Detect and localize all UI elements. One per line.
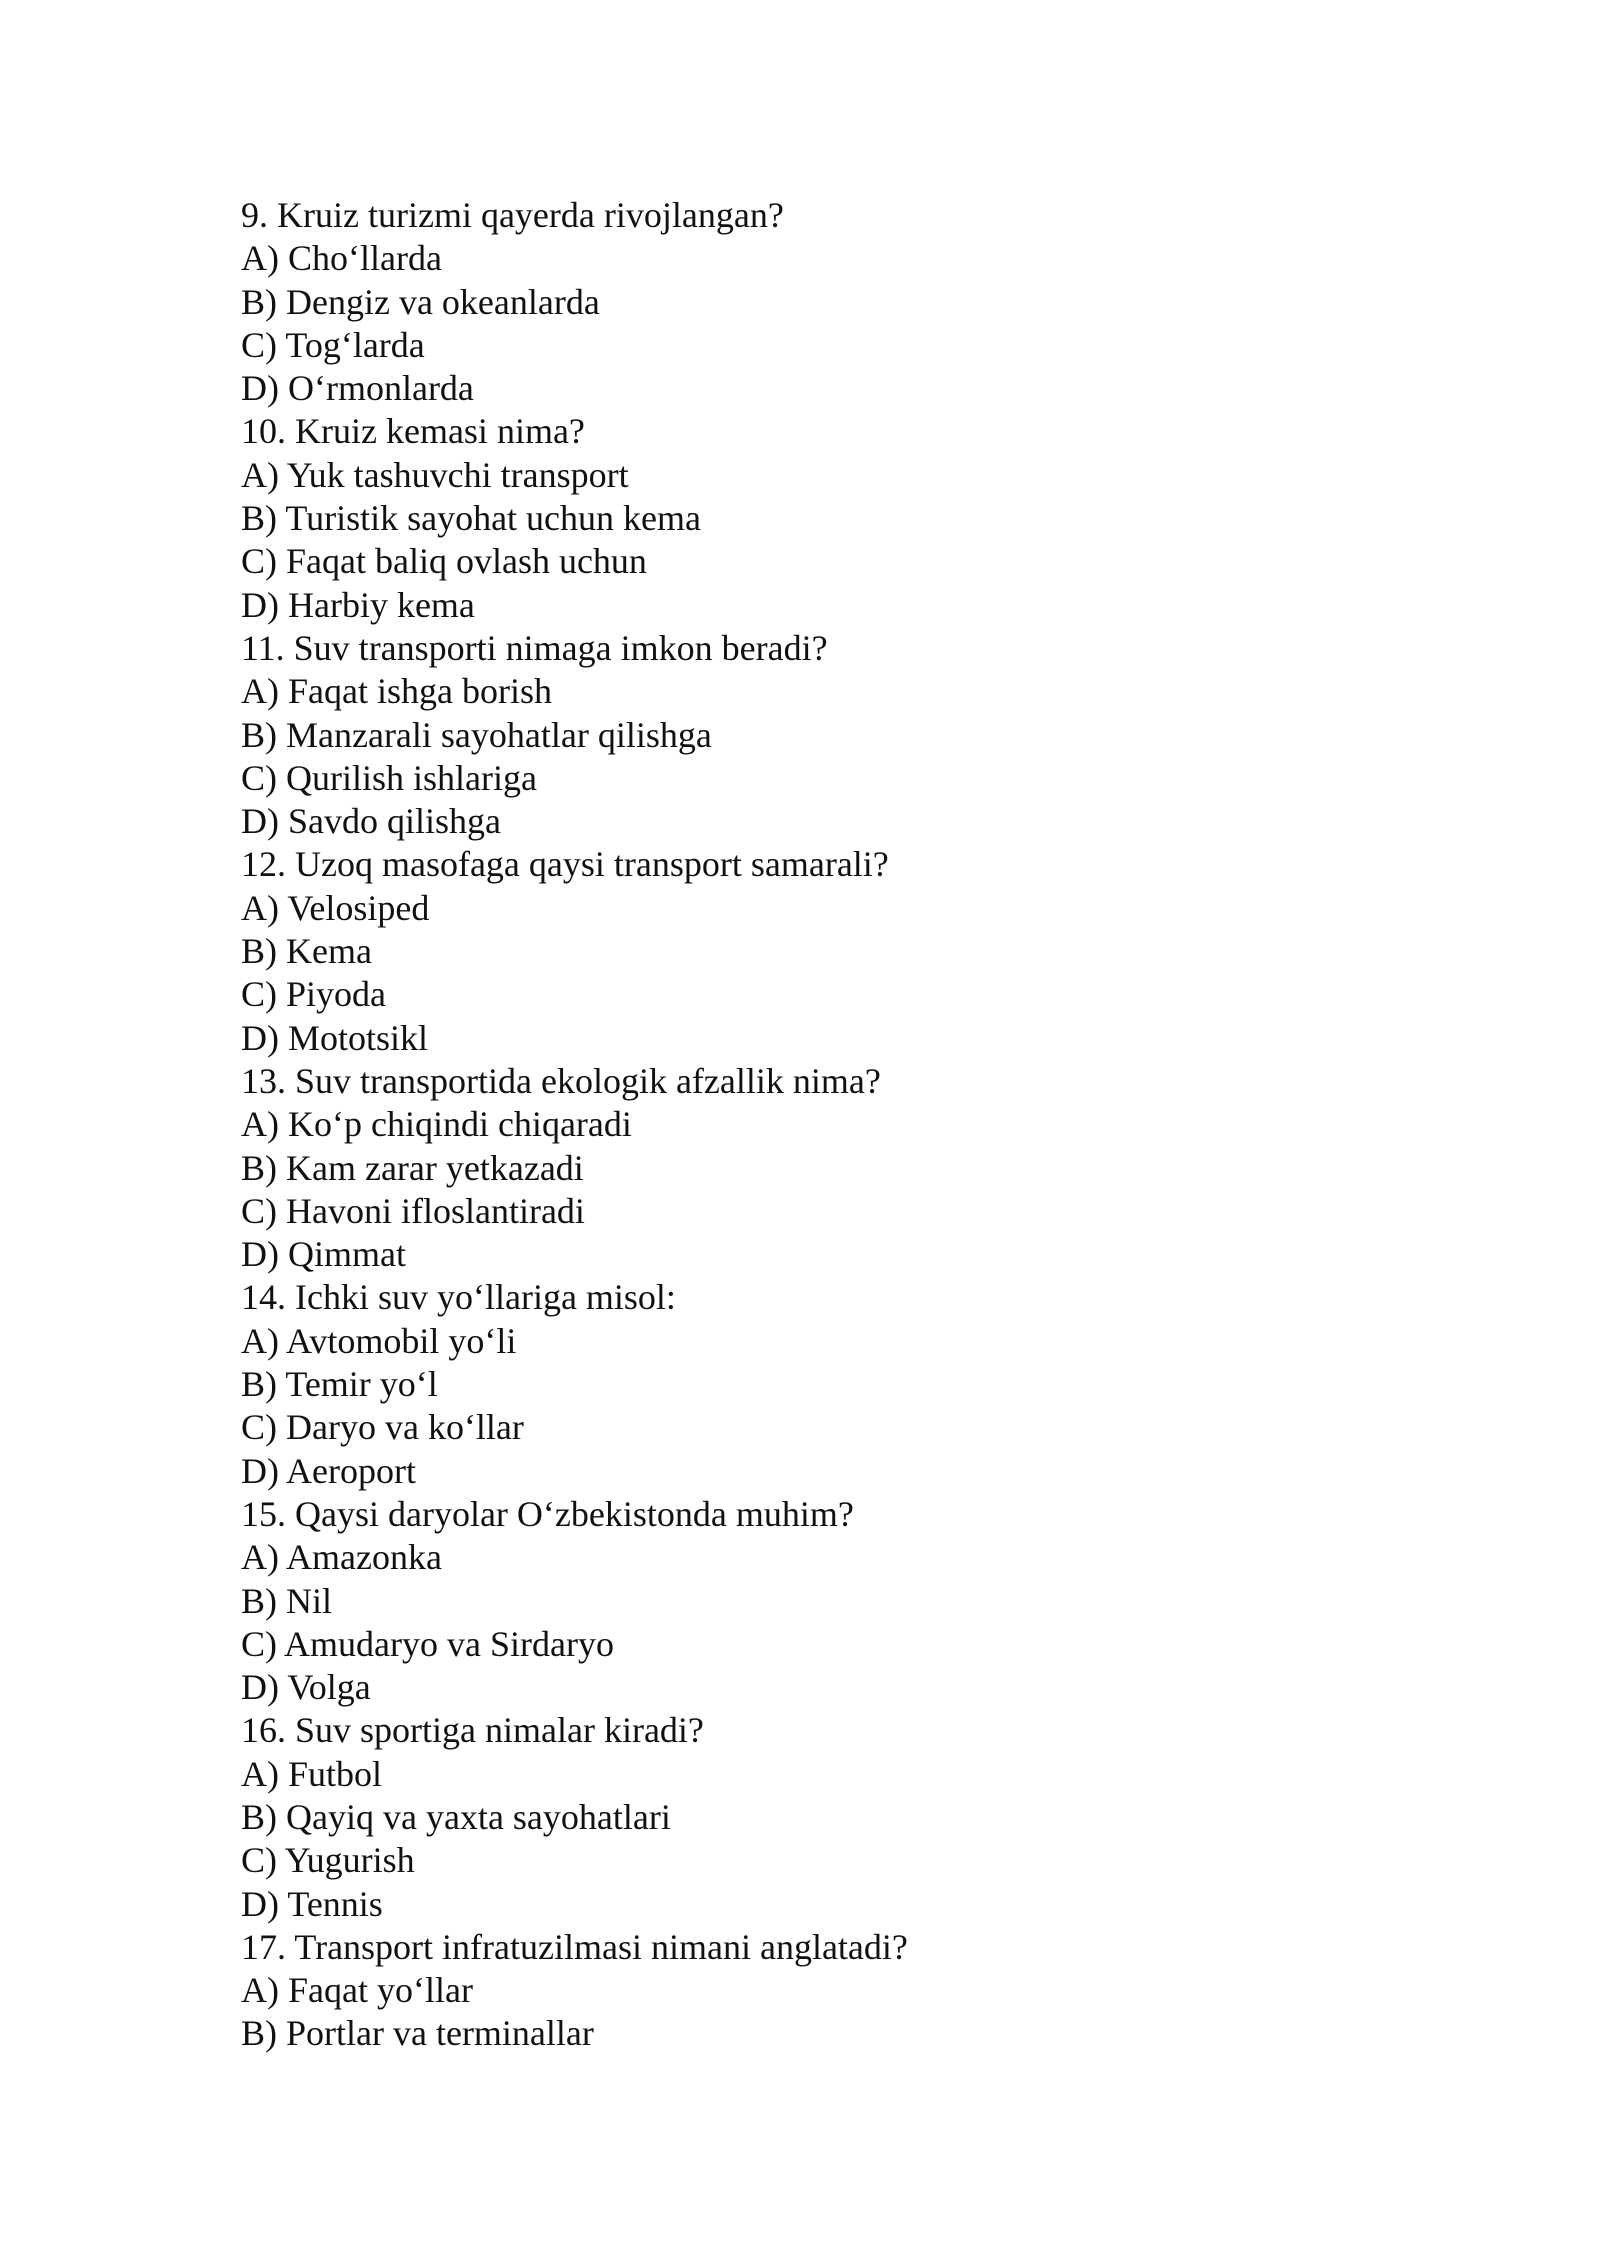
answer-option: B) Turistik sayohat uchun kema [241,498,701,539]
answer-option: A) Yuk tashuvchi transport [241,454,629,495]
question-block [241,1709,1441,1925]
answer-option: D) Volga [241,1667,371,1708]
question-text: 16. Suv sportiga nimalar kiradi? [241,1710,704,1751]
answer-option: D) Mototsikl [241,1017,429,1058]
answer-option: D) Tennis [241,1883,383,1924]
answer-option: A) Ko‘p chiqindi chiqaradi [241,1104,632,1145]
answer-option: D) Qimmat [241,1234,406,1275]
answer-option: A) Cho‘llarda [241,238,442,279]
answer-option: B) Manzarali sayohatlar qilishga [241,714,712,755]
question-text: 14. Ichki suv yo‘llariga misol: [241,1277,676,1318]
answer-option: C) Qurilish ishlariga [241,757,537,798]
question-text: 9. Kruiz turizmi qayerda rivojlangan? [241,195,784,235]
question-text: 15. Qaysi daryolar O‘zbekistonda muhim? [241,1493,854,1534]
question-text: 13. Suv transportida ekologik afzallik nima? [241,1060,881,1101]
answer-option: B) Dengiz va okeanlarda [241,281,600,322]
question-text: 10. Kruiz kemasi nima? [241,411,585,452]
question-block [241,843,1441,1059]
answer-option: A) Avtomobil yo‘li [241,1320,517,1361]
question-block [241,1926,1441,2056]
answer-option: C) Daryo va ko‘llar [241,1407,524,1448]
answer-option: B) Temir yo‘l [241,1364,438,1405]
answer-option: C) Havoni ifloslantiradi [241,1190,585,1231]
answer-option: A) Velosiped [241,887,430,928]
question-block [241,1493,1441,1709]
answer-option: B) Kam zarar yetkazadi [241,1147,584,1188]
answer-option: D) O‘rmonlarda [241,368,474,409]
answer-option: A) Faqat yo‘llar [241,1970,473,2011]
question-block [241,194,1441,410]
question-block [241,1276,1441,1492]
answer-option: B) Portlar va terminallar [241,2013,594,2054]
answer-option: B) Qayiq va yaxta sayohatlari [241,1796,671,1837]
answer-option: D) Savdo qilishga [241,801,501,842]
answer-option: B) Nil [241,1580,333,1621]
question-block [241,410,1441,626]
answer-option: B) Kema [241,931,372,972]
answer-option: C) Amudaryo va Sirdaryo [241,1623,614,1664]
question-list [241,194,1441,2056]
answer-option: C) Tog‘larda [241,324,425,365]
answer-option: C) Piyoda [241,974,387,1015]
question-text: 12. Uzoq masofaga qaysi transport samarali? [241,844,889,885]
question-block [241,1060,1441,1276]
answer-option: D) Aeroport [241,1450,416,1491]
answer-option: D) Harbiy kema [241,584,475,625]
answer-option: C) Yugurish [241,1840,415,1881]
question-text: 11. Suv transporti nimaga imkon beradi? [241,627,828,668]
question-block [241,627,1441,843]
answer-option: A) Faqat ishga borish [241,671,552,712]
question-text: 17. Transport infratuzilmasi nimani anglatadi? [241,1926,908,1967]
answer-option: A) Futbol [241,1753,383,1794]
answer-option: C) Faqat baliq ovlash uchun [241,541,647,582]
answer-option: A) Amazonka [241,1537,442,1578]
